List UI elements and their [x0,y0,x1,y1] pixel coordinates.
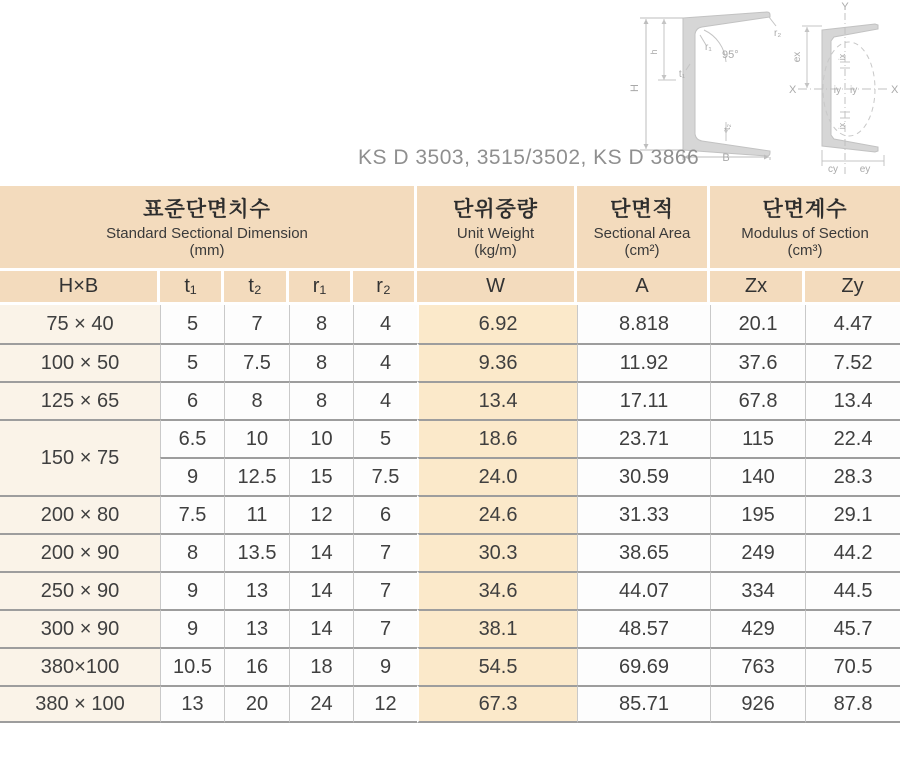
cell-zx: 249 [710,533,805,571]
table-row [0,381,900,419]
col-header-a: A [577,271,710,305]
cell-r2: 12 [353,685,417,723]
cell-zy: 13.4 [805,381,900,419]
cell-r1: 14 [289,533,353,571]
group-title-en: Standard Sectional Dimension [106,225,308,242]
cell-a: 85.71 [577,685,710,723]
dim-label-t2: t₂ [722,124,732,130]
column-header-row [0,271,900,305]
cell-t2: 7.5 [224,343,289,381]
cell-hxb: 75 × 40 [0,305,160,343]
cell-t1: 6.5 [160,419,224,457]
cell-zx: 140 [710,457,805,495]
cell-t2: 10 [224,419,289,457]
dim-label-iy-right: iy [850,85,858,96]
cell-r1: 10 [289,419,353,457]
dim-label-h: h [649,49,659,55]
channel-axis-drawing [788,0,900,178]
cell-r2: 4 [353,343,417,381]
cell-w: 54.5 [417,647,577,685]
cell-r1: 14 [289,609,353,647]
col-header-r1: r₁ [289,271,353,305]
cell-r2: 6 [353,495,417,533]
group-title-en: Modulus of Section [741,225,869,242]
cell-hxb: 200 × 80 [0,495,160,533]
group-title-ko: 단위중량 [452,198,539,221]
cell-zy: 44.5 [805,571,900,609]
dim-label-ix-top: ix [837,53,847,61]
table-row [0,495,900,533]
cell-t1: 9 [160,457,224,495]
dim-ex [802,26,822,88]
cell-zx: 37.6 [710,343,805,381]
cell-zy: 29.1 [805,495,900,533]
cell-t1: 13 [160,685,224,723]
cell-a: 11.92 [577,343,710,381]
cell-w: 24.0 [417,457,577,495]
cell-hxb: 300 × 90 [0,609,160,647]
cell-hxb: 200 × 90 [0,533,160,571]
col-header-zy: Zy [805,271,900,305]
group-header-row [0,186,900,271]
dim-label-ey: ey [859,164,871,175]
cell-r1: 8 [289,381,353,419]
cell-zx: 195 [710,495,805,533]
cell-t2: 12.5 [224,457,289,495]
axis-label-Y: Y [841,1,849,13]
group-title-unit: (kg/m) [474,242,517,259]
col-header-zx: Zx [710,271,805,305]
cell-zy: 44.2 [805,533,900,571]
cell-zy: 7.52 [805,343,900,381]
cell-w: 34.6 [417,571,577,609]
cell-a: 8.818 [577,305,710,343]
cell-a: 31.33 [577,495,710,533]
cell-t1: 7.5 [160,495,224,533]
cell-hxb: 380×100 [0,647,160,685]
table-row [0,343,900,381]
cell-r2: 9 [353,647,417,685]
dim-h [658,19,676,80]
group-title-unit: (cm²) [624,242,660,259]
cell-zx: 67.8 [710,381,805,419]
group-title-ko: 단면적 [610,198,674,221]
group-title-en: Unit Weight [456,225,535,242]
cell-r1: 15 [289,457,353,495]
cell-t1: 8 [160,533,224,571]
cell-r1: 8 [289,343,353,381]
table-row [0,305,900,343]
channel-dimension-drawing [626,4,798,162]
cell-a: 23.71 [577,419,710,457]
axis-label-X-right: X [891,84,899,96]
cell-zy: 87.8 [805,685,900,723]
cell-zx: 334 [710,571,805,609]
cell-zy: 22.4 [805,419,900,457]
cell-zy: 4.47 [805,305,900,343]
col-header-t2: t₂ [224,271,289,305]
cell-t2: 20 [224,685,289,723]
cell-r2: 7.5 [353,457,417,495]
group-title-ko: 단면계수 [762,198,848,221]
cell-t1: 9 [160,609,224,647]
dim-label-t1: t₁ [678,69,686,80]
cell-a: 38.65 [577,533,710,571]
cell-t1: 5 [160,343,224,381]
channel-axis-diagram [788,0,900,178]
cell-hxb: 380 × 100 [0,685,160,723]
leader-r2 [769,17,776,26]
cell-t2: 7 [224,305,289,343]
cell-r2: 5 [353,419,417,457]
group-title-unit: (cm³) [787,242,823,259]
dim-label-ix-bottom: ix [837,122,847,130]
group-title-ko: 표준단면치수 [143,198,271,221]
dim-label-r2: r₂ [774,28,782,39]
cell-hxb: 150 × 75 [0,419,160,495]
dim-label-r1: r₁ [705,42,712,53]
cell-w: 6.92 [417,305,577,343]
cell-r1: 14 [289,571,353,609]
cell-zy: 28.3 [805,457,900,495]
cell-w: 67.3 [417,685,577,723]
table-row [0,419,900,457]
cell-zx: 429 [710,609,805,647]
col-header-hxb: H×B [0,271,160,305]
group-header-standard-dimension [0,186,417,271]
cell-t2: 8 [224,381,289,419]
cell-zx: 926 [710,685,805,723]
dim-label-H: H [629,84,641,92]
section-spec-table [0,186,900,723]
cell-r1: 8 [289,305,353,343]
cell-hxb: 100 × 50 [0,343,160,381]
cell-zx: 763 [710,647,805,685]
cell-a: 44.07 [577,571,710,609]
col-header-r2: r₂ [353,271,417,305]
cell-t2: 13 [224,571,289,609]
dim-H [640,18,683,150]
cell-t1: 6 [160,381,224,419]
dim-label-iy-left: iy [833,85,841,96]
table-row [0,647,900,685]
group-header-modulus-of-section [710,186,900,271]
col-header-t1: t₁ [160,271,224,305]
axis-label-X-left: X [789,84,797,96]
cell-t1: 10.5 [160,647,224,685]
cell-r1: 12 [289,495,353,533]
col-header-w: W [417,271,577,305]
cell-hxb: 125 × 65 [0,381,160,419]
cell-a: 30.59 [577,457,710,495]
table-row [0,571,900,609]
cell-w: 38.1 [417,609,577,647]
group-header-unit-weight [417,186,577,271]
cell-t2: 11 [224,495,289,533]
cell-zx: 20.1 [710,305,805,343]
cell-a: 69.69 [577,647,710,685]
group-header-sectional-area [577,186,710,271]
cell-r1: 18 [289,647,353,685]
cell-r2: 7 [353,571,417,609]
cell-t2: 13 [224,609,289,647]
cell-w: 30.3 [417,533,577,571]
dim-label-cy: cy [828,164,838,175]
cell-t2: 16 [224,647,289,685]
group-title-en: Sectional Area [593,225,691,242]
group-title-unit: (mm) [189,242,225,259]
cell-r2: 4 [353,381,417,419]
standards-note: KS D 3503, 3515/3502, KS D 3866 [358,146,700,169]
cell-r1: 24 [289,685,353,723]
cell-t1: 9 [160,571,224,609]
cell-zy: 70.5 [805,647,900,685]
cell-t2: 13.5 [224,533,289,571]
cell-w: 24.6 [417,495,577,533]
cell-w: 13.4 [417,381,577,419]
table-row [0,609,900,647]
table-row [0,533,900,571]
cell-r2: 4 [353,305,417,343]
cell-a: 17.11 [577,381,710,419]
channel-dimension-diagram [626,4,798,162]
cell-t1: 5 [160,305,224,343]
dim-label-ex: ex [792,51,803,63]
cell-zy: 45.7 [805,609,900,647]
dim-label-angle: 95° [722,49,739,61]
cell-zx: 115 [710,419,805,457]
cell-hxb: 250 × 90 [0,571,160,609]
cell-r2: 7 [353,609,417,647]
table-row [0,685,900,723]
cell-r2: 7 [353,533,417,571]
dim-label-B: B [722,152,730,162]
cell-w: 18.6 [417,419,577,457]
cell-a: 48.57 [577,609,710,647]
cell-w: 9.36 [417,343,577,381]
